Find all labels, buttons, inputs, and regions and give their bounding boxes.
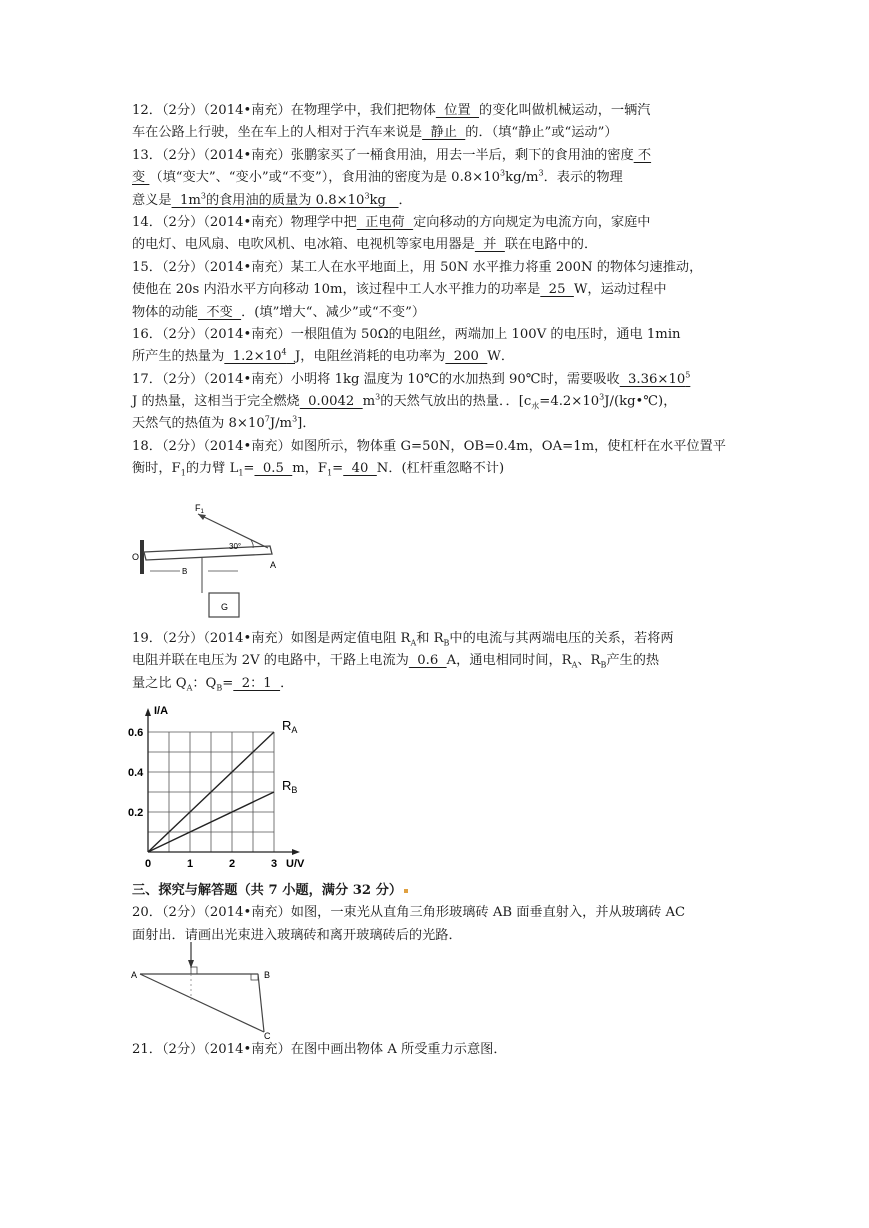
prism-diagram xyxy=(128,940,288,1040)
q13-line3 xyxy=(132,190,742,212)
answer-part: 3.36×10 xyxy=(619,371,686,387)
series-label-rb: $R_B$ xyxy=(282,778,298,795)
q18-line2 xyxy=(132,458,742,480)
subscript: A xyxy=(571,661,578,671)
q19-text: 19．（2分）（2014•南充）如图是两定值电阻 R xyxy=(132,631,411,646)
weight-g-label: G xyxy=(221,602,229,612)
q19-text: 和 R xyxy=(416,631,444,646)
q15-line2 xyxy=(132,279,742,301)
q18-text: m，F xyxy=(292,461,328,477)
q15-text: ．(填”增大“、减少”或“不变”） xyxy=(241,304,426,320)
q14-answer-1: 正电荷 xyxy=(356,214,414,230)
section-title: 三、探究与解答题（共 7 小题，满分 32 分） xyxy=(132,883,403,898)
superscript: 4 xyxy=(281,347,287,357)
pivot-o-label: O xyxy=(132,552,140,562)
subscript: 水 xyxy=(531,401,540,411)
q16-text: W． xyxy=(487,349,515,365)
q19-text: A，通电相同时间，R xyxy=(446,653,572,669)
q17-text: 17．（2分）（2014•南充）小明将 1kg 温度为 10℃的水加热到 90℃时，需要吸收 xyxy=(132,371,620,387)
q14-line2 xyxy=(132,234,742,256)
q12-line1 xyxy=(132,100,742,122)
x-tick-label: 2 xyxy=(229,858,236,870)
f1-label: $F_1$ xyxy=(195,503,204,515)
q13-answer-1: 不 xyxy=(633,147,652,163)
right-angle-mark-entry xyxy=(191,967,197,974)
answer-part: 的食用油的质量为 0.8×10 xyxy=(205,192,365,208)
q20-line1 xyxy=(132,902,742,924)
q17-text: 的天然气放出的热量．．[c xyxy=(380,394,532,410)
q15-text: 15．（2分）（2014•南充）某工人在水平地面上，用 50N 水平推力将重 200N 的物体匀速推动， xyxy=(132,259,703,275)
q17-answer-1 xyxy=(620,372,691,387)
q19-text: 中的电流与其两端电压的关系，若将两 xyxy=(449,631,674,646)
q18-text: 18．（2分）（2014•南充）如图所示，物体重 G=50N，OB=0.4m，OA=1m，使杠杆在水平位置平 xyxy=(132,438,726,454)
subscript: A xyxy=(410,638,417,648)
x-tick-label: 0 xyxy=(145,858,152,870)
q18-line1 xyxy=(132,436,742,458)
q17-answer-2: 0.0042 xyxy=(299,394,363,410)
q18-answer-2: 40 xyxy=(343,461,377,477)
document-page xyxy=(132,100,742,481)
q15-line1 xyxy=(132,257,742,279)
q15-text: 物体的动能 xyxy=(132,304,198,320)
q17-line1 xyxy=(132,369,742,391)
iu-chart xyxy=(128,702,348,877)
superscript: 3 xyxy=(200,191,206,201)
point-a-label: A xyxy=(270,560,277,570)
superscript: 5 xyxy=(685,370,691,380)
q20-text: 面射出．请画出光束进入玻璃砖和离开玻璃砖后的光路． xyxy=(132,927,462,943)
q16-line1 xyxy=(132,324,742,346)
q16-answer-2: 200 xyxy=(445,349,488,365)
superscript: 3 xyxy=(375,392,381,402)
subscript: A xyxy=(186,683,193,693)
vertex-a-label: A xyxy=(131,970,138,980)
q20-text: 20．（2分）（2014•南充）如图，一束光从直角三角形玻璃砖 AB 面垂直射入，并从玻璃砖 AC xyxy=(132,905,686,921)
document-page-part3 xyxy=(132,878,742,947)
q18-text: N．(杠杆重忽略不计) xyxy=(376,461,505,477)
q19-answer-2: 2：1 xyxy=(233,675,281,691)
vertex-c-label: C xyxy=(264,1031,271,1040)
q12-text: 的变化叫做机械运动，一辆汽 xyxy=(479,103,651,118)
q19-text: ． xyxy=(280,675,294,691)
q18-text: 的力臂 L xyxy=(185,461,239,477)
y-tick-label: 0.2 xyxy=(128,807,144,819)
q19-answer-1: 0.6 xyxy=(408,653,447,669)
q19-line3 xyxy=(132,673,742,695)
q16-answer-1 xyxy=(224,349,295,364)
q18-text: = xyxy=(332,461,344,477)
q16-line2 xyxy=(132,346,742,368)
face-ac xyxy=(140,974,264,1032)
document-page-part4 xyxy=(132,1039,742,1061)
subscript: B xyxy=(216,683,223,693)
y-tick-label: 0.6 xyxy=(128,727,144,739)
lever-diagram xyxy=(120,498,290,623)
document-page-part2 xyxy=(132,628,742,695)
subscript: 1 xyxy=(180,468,186,478)
superscript: 3 xyxy=(364,191,370,201)
q15-line3 xyxy=(132,302,742,324)
q13-text: ． xyxy=(398,192,412,208)
q18-text: = xyxy=(243,461,255,477)
q21-line1 xyxy=(132,1039,742,1061)
q13-line2 xyxy=(132,167,742,189)
q13-text: kg/m xyxy=(505,170,539,186)
q12-text: 的．（填“静止”或“运动”） xyxy=(465,125,618,141)
superscript: 3 xyxy=(500,168,506,178)
q15-text: W，运动过程中 xyxy=(573,282,667,298)
q13-text: 意义是 xyxy=(132,192,172,208)
superscript: 7 xyxy=(264,415,270,425)
q17-text: J/(kg•℃)， xyxy=(604,394,677,410)
superscript: 3 xyxy=(599,392,605,402)
q17-text: m xyxy=(362,394,376,410)
superscript: 3 xyxy=(292,415,298,425)
q21-text: 21．（2分）（2014•南充）在图中画出物体 A 所受重力示意图． xyxy=(132,1042,507,1057)
answer-part: 1.2×10 xyxy=(224,349,282,365)
q13-text: （填“变大”、“变小”或“不变”），食用油的密度为是 0.8×10 xyxy=(149,170,500,186)
q19-text: 产生的热 xyxy=(606,653,660,669)
q18-answer-1: 0.5 xyxy=(254,461,293,477)
subscript: 1 xyxy=(327,468,333,478)
q19-text: = xyxy=(222,675,234,691)
q17-text: 天然气的热值为 8×10 xyxy=(132,416,265,432)
q19-text: 量之比 Q xyxy=(132,675,187,691)
q17-text: J 的热量，这相当于完全燃烧 xyxy=(132,394,300,410)
x-axis-arrow xyxy=(292,849,300,855)
q12-answer-1: 位置 xyxy=(435,103,480,118)
q17-text: J/m xyxy=(269,416,293,432)
q15-answer-1: 25 xyxy=(540,282,574,298)
x-tick-label: 3 xyxy=(271,858,278,870)
y-axis-label: I/A xyxy=(154,705,169,717)
q14-text: 定向移动的方向规定为电流方向，家庭中 xyxy=(413,214,651,230)
q17-text: =4.2×10 xyxy=(539,394,600,410)
q14-text: 14．（2分）（2014•南充）物理学中把 xyxy=(132,214,357,230)
series-label-ra: $R_A$ xyxy=(282,718,298,735)
q17-text: ]． xyxy=(297,416,316,432)
right-angle-mark-b xyxy=(251,974,258,980)
q12-text: 车在公路上行驶，坐在车上的人相对于汽车来说是 xyxy=(132,125,423,141)
q13-answer-1-cont: 变 xyxy=(132,170,150,186)
q14-line1 xyxy=(132,212,742,234)
point-b-label: B xyxy=(182,567,188,576)
q17-line3 xyxy=(132,413,742,435)
x-axis-label: U/V xyxy=(286,858,305,870)
subscript: 1 xyxy=(238,468,244,478)
x-tick-label: 1 xyxy=(187,858,194,870)
q15-answer-2: 不变 xyxy=(197,304,242,320)
section-3-heading xyxy=(132,880,742,902)
q14-text: 的电灯、电风扇、电吹风机、电冰箱、电视机等家电用器是 xyxy=(132,237,475,253)
q19-line1 xyxy=(132,628,742,650)
q13-text: ．表示的物理 xyxy=(543,170,623,186)
q15-text: 使他在 20s 内沿水平方向移动 10m，该过程中工人水平推力的功率是 xyxy=(132,282,541,298)
answer-part: kg xyxy=(369,192,399,208)
q18-text: 衡时，F xyxy=(132,461,181,477)
answer-part xyxy=(287,349,295,364)
q13-line1 xyxy=(132,145,742,167)
q16-text: 所产生的热量为 xyxy=(132,349,225,365)
q12-line2 xyxy=(132,122,742,144)
q19-line2 xyxy=(132,650,742,672)
bullet-dot xyxy=(404,889,408,893)
q17-line2 xyxy=(132,391,742,413)
angle-label: 30° xyxy=(229,542,242,551)
q19-text: 电阻并联在电压为 2V 的电路中，干路上电流为 xyxy=(132,653,409,669)
vertex-b-label: B xyxy=(264,970,271,980)
face-bc xyxy=(258,974,264,1032)
q14-answer-2: 并 xyxy=(474,237,505,253)
q14-text: 联在电路中的． xyxy=(504,237,598,253)
q16-text: J，电阻丝消耗的电功率为 xyxy=(294,349,446,365)
subscript: B xyxy=(600,661,607,671)
q19-text: 、R xyxy=(577,653,601,669)
q19-text: ：Q xyxy=(192,675,217,691)
superscript: 3 xyxy=(538,168,544,178)
answer-part: 1m xyxy=(171,192,201,208)
q12-text: 12．（2分）（2014•南充）在物理学中，我们把物体 xyxy=(132,103,436,118)
y-tick-label: 0.4 xyxy=(128,767,144,779)
q13-text: 13．（2分）（2014•南充）张鹏家买了一桶食用油，用去一半后，剩下的食用油的密度 xyxy=(132,147,634,163)
q16-text: 16．（2分）（2014•南充）一根阻值为 50Ω的电阻丝，两端加上 100V 的电压时，通电 1min xyxy=(132,326,681,342)
q13-answer-2 xyxy=(172,193,399,208)
lever-bar xyxy=(144,546,272,560)
subscript: B xyxy=(443,638,450,648)
q12-answer-2: 静止 xyxy=(422,125,466,141)
y-axis-arrow xyxy=(145,708,151,716)
